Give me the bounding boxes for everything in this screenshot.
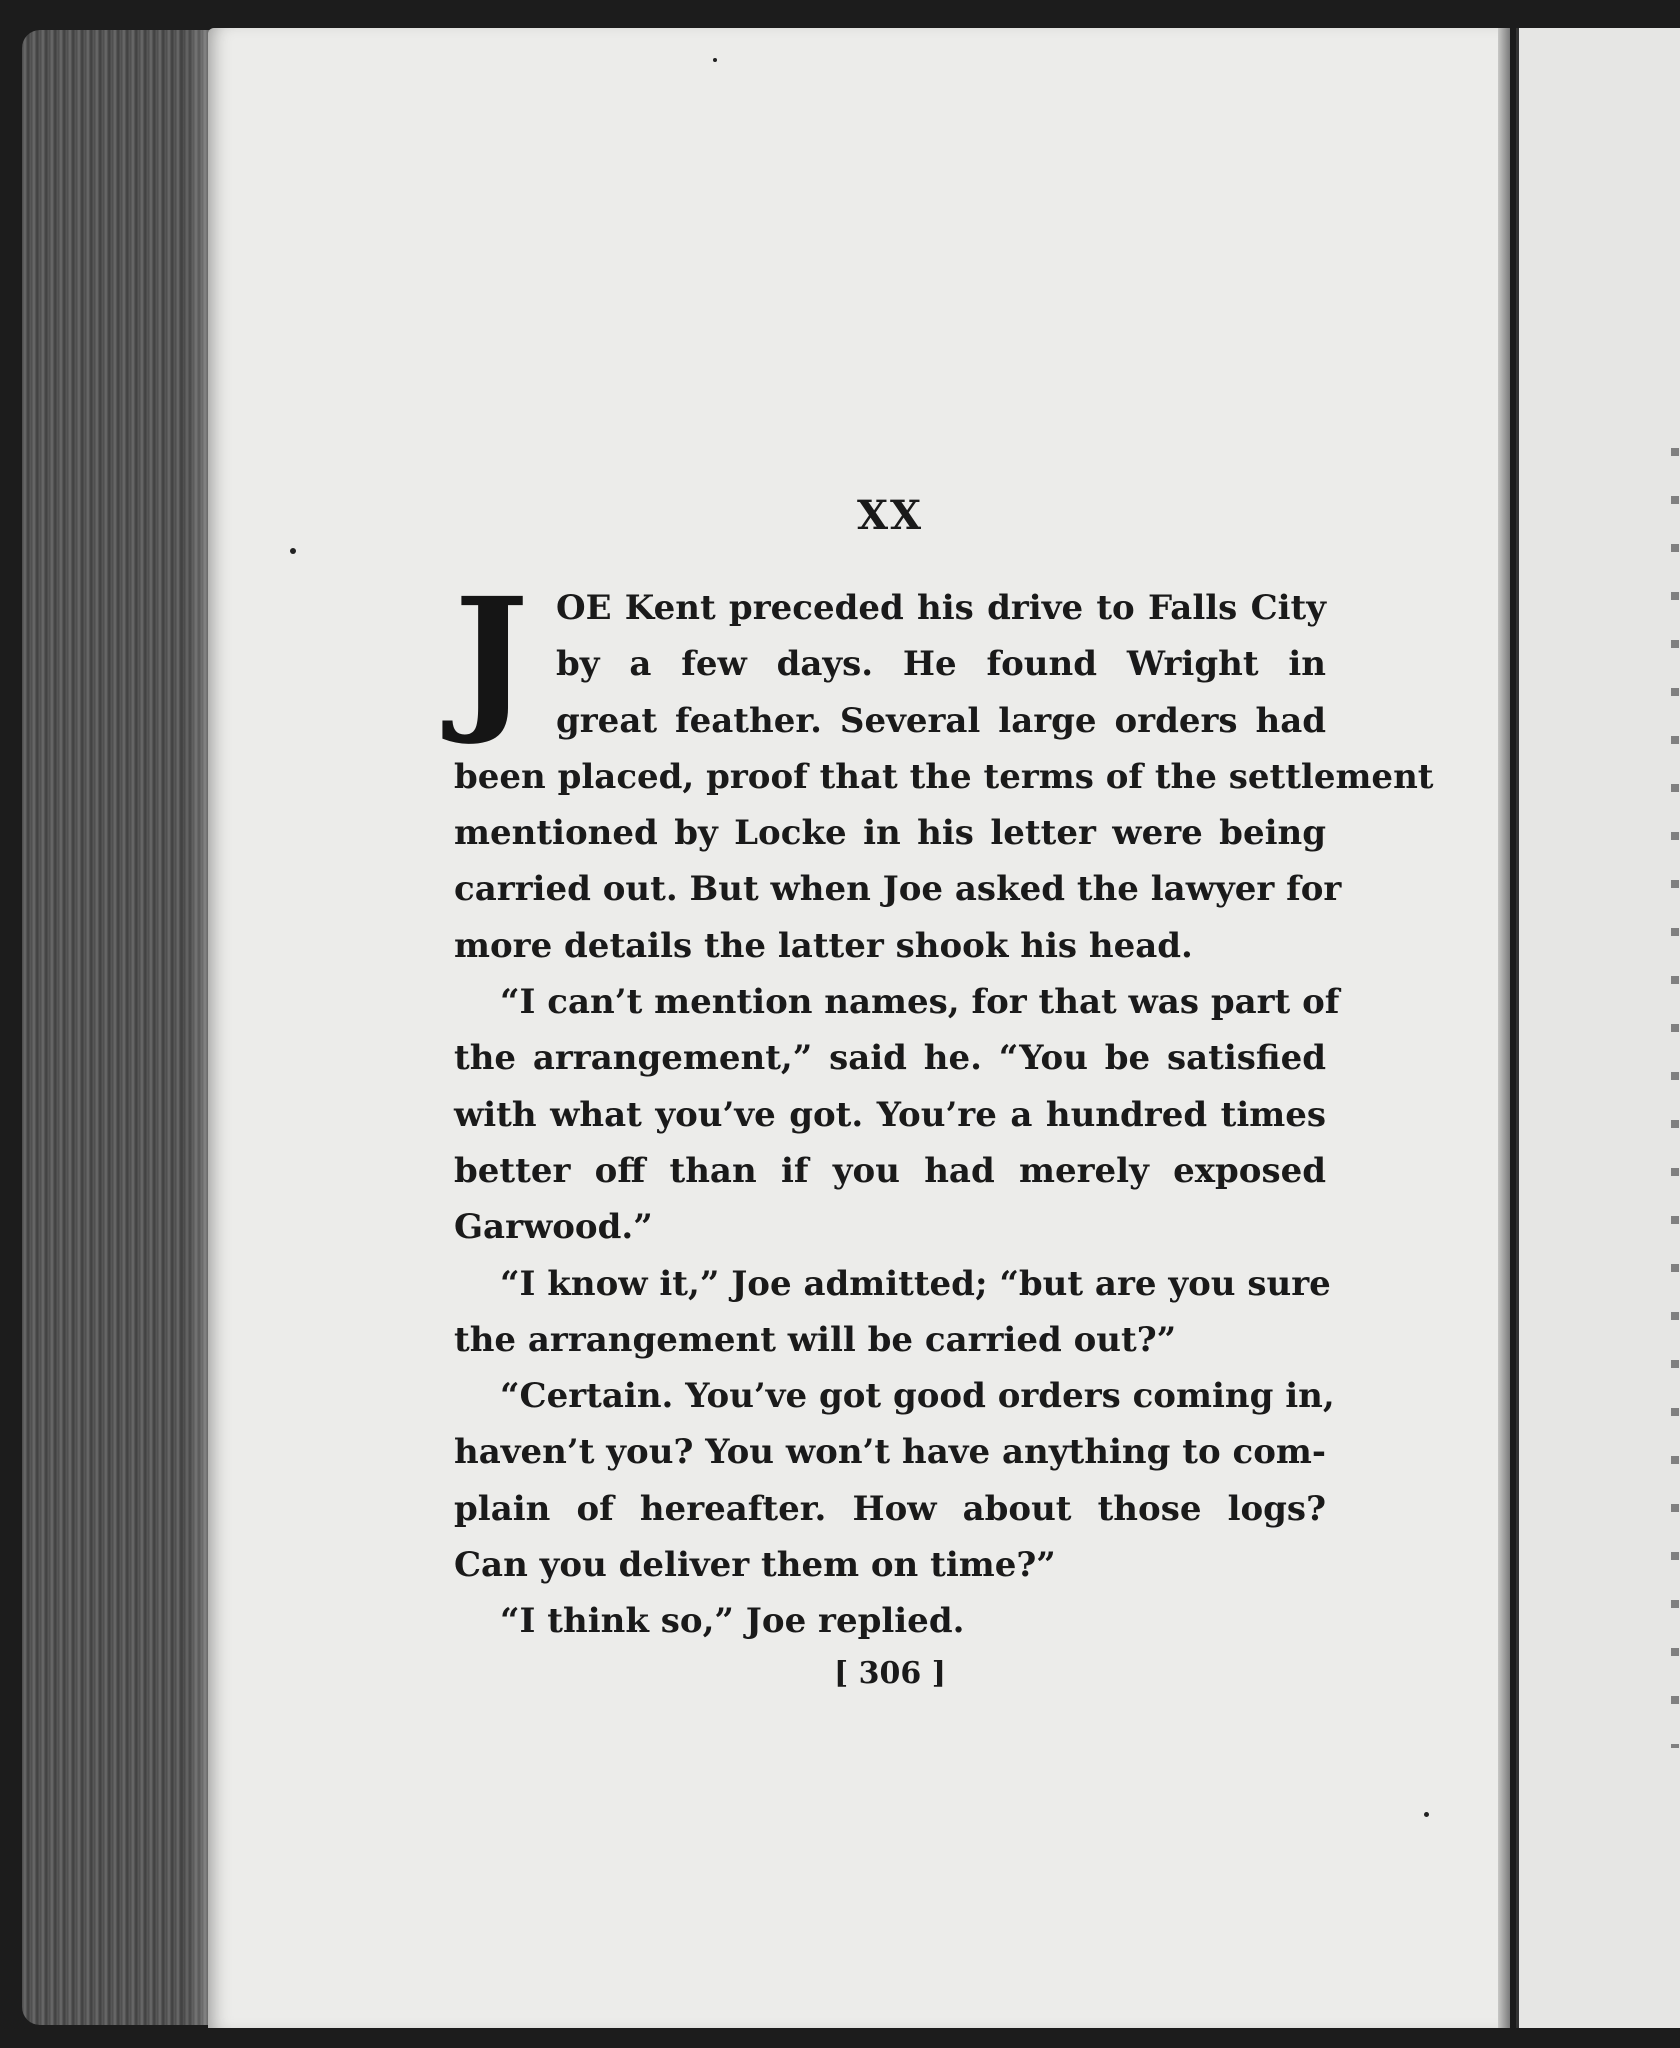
text-line: the arrangement will be carried out?” — [454, 1319, 1177, 1360]
ink-speck — [1424, 1812, 1429, 1817]
text-line: “Certain. You’ve got good orders coming in, — [500, 1376, 1335, 1417]
page-number: [ 306 ] — [834, 1656, 946, 1691]
text-line: “I know it,” Joe admitted; “but are you sure — [500, 1263, 1331, 1304]
facing-page-bleed-marks — [1671, 408, 1679, 1748]
text-line: OE Kent preceded his drive to Falls City — [556, 588, 1326, 628]
text-line: “I can’t mention names, for that was part of — [500, 982, 1340, 1023]
ink-speck — [290, 548, 296, 554]
chapter-heading: XX — [856, 492, 924, 539]
text-line: carried out. But when Joe asked the lawyer for — [454, 869, 1342, 910]
ink-speck — [713, 58, 717, 62]
text-line: better off than if you had merely exposed — [454, 1150, 1326, 1191]
text-line: with what you’ve got. You’re a hundred times — [454, 1094, 1326, 1135]
body-text — [454, 564, 1434, 1650]
page-gutter — [1498, 28, 1510, 2028]
text-line: Garwood.” — [454, 1207, 653, 1248]
text-line: Can you deliver them on time?” — [454, 1545, 1056, 1586]
text-line: mentioned by Locke in his letter were being — [454, 813, 1326, 854]
text-line: “I think so,” Joe replied. — [500, 1601, 965, 1642]
facing-page — [1516, 28, 1680, 2028]
text-line: by a few days. He found Wright in — [556, 644, 1326, 685]
text-line: the arrangement,” said he. “You be satisfied — [454, 1038, 1326, 1079]
book-page-edges — [22, 30, 212, 2025]
text-line: more details the latter shook his head. — [454, 925, 1193, 966]
text-line: haven’t you? You won’t have anything to com- — [454, 1432, 1326, 1473]
text-line: plain of hereafter. How about those logs? — [454, 1488, 1326, 1529]
text-line: been placed, proof that the terms of the settlement — [454, 756, 1434, 797]
text-line: great feather. Several large orders had — [556, 700, 1326, 741]
drop-cap: J — [454, 564, 529, 749]
